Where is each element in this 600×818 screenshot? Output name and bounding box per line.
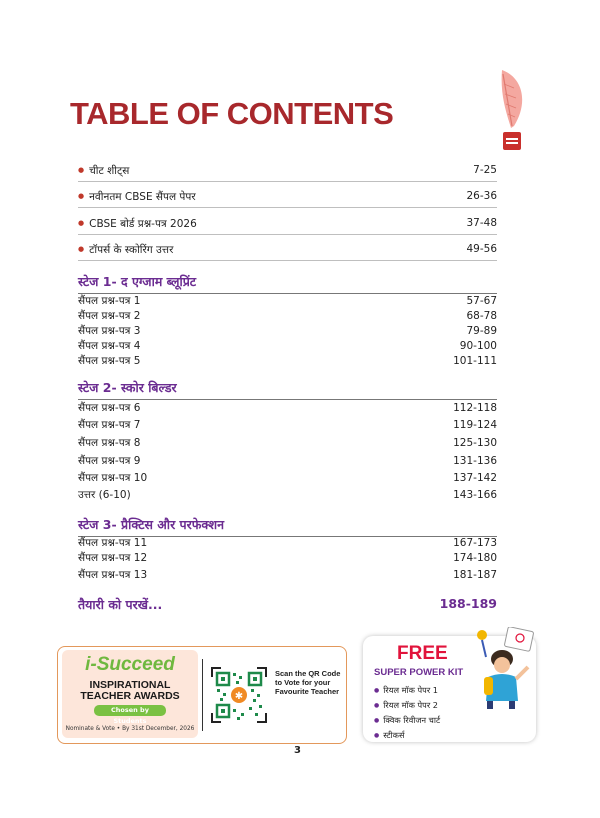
toc-item-label: सैंपल प्रश्न-पत्र 6 [78,402,141,414]
toc-item-pages: 26-36 [466,190,497,202]
toc-item-pages: 174-180 [453,552,497,564]
toc-item-label: ● CBSE बोर्ड प्रश्न-पत्र 2026 [78,216,197,231]
toc-item-label: उत्तर (6-10) [78,489,131,501]
kit-subtitle: SUPER POWER KIT [374,667,464,678]
toc-item-label: सैंपल प्रश्न-पत्र 12 [78,552,148,564]
free-super-power-kit-card[interactable] [363,636,536,742]
toc-item-label: ● नवीनतम CBSE सैंपल पेपर [78,189,196,204]
awards-logo-panel [62,650,198,738]
toc-item-pages: 131-136 [453,455,497,467]
toc-item-pages: 101-111 [453,355,497,367]
toc-item-toppers-answers[interactable] [78,242,497,261]
toc-item-label: ● टॉपर्स के स्कोरिंग उत्तर [78,242,173,257]
award-title-line2: TEACHER AWARDS [80,690,180,702]
page-title: TABLE OF CONTENTS [70,96,394,131]
toc-item-label: सैंपल प्रश्न-पत्र 8 [78,437,141,449]
award-title [68,680,192,702]
toc-item-label: सैंपल प्रश्न-पत्र 13 [78,569,148,581]
toc-item-label: तैयारी को परखें... [78,597,163,612]
toc-item-pages: 49-56 [466,243,497,255]
student-illustration-icon [472,627,536,709]
toc-item-board-paper[interactable] [78,216,497,235]
toc-item-cheat-sheets[interactable] [78,163,497,182]
scan-qr-text: Scan the QR Code to Vote for your Favourite Teacher [275,669,341,696]
toc-item-pages: 167-173 [453,537,497,549]
toc-item-label: सैंपल प्रश्न-पत्र 2 [78,310,141,322]
teacher-awards-banner[interactable] [57,646,347,744]
toc-item-label: सैंपल प्रश्न-पत्र 11 [78,537,148,549]
toc-item-pages: 188-189 [439,596,497,611]
toc-item-pages: 68-78 [466,310,497,322]
kit-item: ● स्टीकर्स [374,728,440,743]
toc-item-label: सैंपल प्रश्न-पत्र 10 [78,472,148,484]
toc-item-label: सैंपल प्रश्न-पत्र 1 [78,295,141,307]
free-label: FREE [397,643,448,664]
brand-logo: i-Succeed [85,654,175,675]
toc-item-label: सैंपल प्रश्न-पत्र 4 [78,340,141,352]
toc-item-label: सैंपल प्रश्न-पत्र 5 [78,355,141,367]
toc-item-pages: 143-166 [453,489,497,501]
toc-item-label: सैंपल प्रश्न-पत्र 9 [78,455,141,467]
toc-item-pages: 37-48 [466,217,497,229]
toc-item-pages: 119-124 [453,419,497,431]
nominate-deadline: Nominate & Vote • By 31st December, 2026 [65,726,195,732]
section-heading-stage1: स्टेज 1- द एग्जाम ब्लूप्रिंट [78,273,497,294]
kit-items-list [374,683,440,743]
toc-item-pages: 90-100 [459,340,497,352]
toc-item-label: सैंपल प्रश्न-पत्र 7 [78,419,141,431]
section-heading-stage3: स्टेज 3- प्रैक्टिस और परफेक्शन [78,516,497,537]
section-heading-stage2: स्टेज 2- स्कोर बिल्डर [78,379,497,400]
toc-item-pages: 79-89 [466,325,497,337]
toc-item-pages: 125-130 [453,437,497,449]
kit-item: ● रियल मॉक पेपर 1 [374,683,440,698]
page-number: 3 [294,745,301,756]
qr-code-icon[interactable] [211,667,267,723]
kit-item: ● क्विक रिवीजन चार्ट [374,713,440,728]
svg-text:✱: ✱ [234,691,244,702]
divider [202,659,203,731]
toc-item-pages: 7-25 [473,164,497,176]
award-title-line1: INSPIRATIONAL [89,679,171,691]
chosen-badge: Chosen by Students [94,705,166,716]
toc-item-label: सैंपल प्रश्न-पत्र 3 [78,325,141,337]
toc-item-pages: 137-142 [453,472,497,484]
toc-item-label: ● चीट शीट्स [78,163,129,178]
quill-inkpot-icon [494,68,528,152]
kit-item: ● रियल मॉक पेपर 2 [374,698,440,713]
toc-item-latest-sample-paper[interactable] [78,189,497,208]
toc-item-pages: 112-118 [453,402,497,414]
toc-item-pages: 57-67 [466,295,497,307]
toc-item-pages: 181-187 [453,569,497,581]
toc-item-final-test[interactable] [78,596,497,613]
